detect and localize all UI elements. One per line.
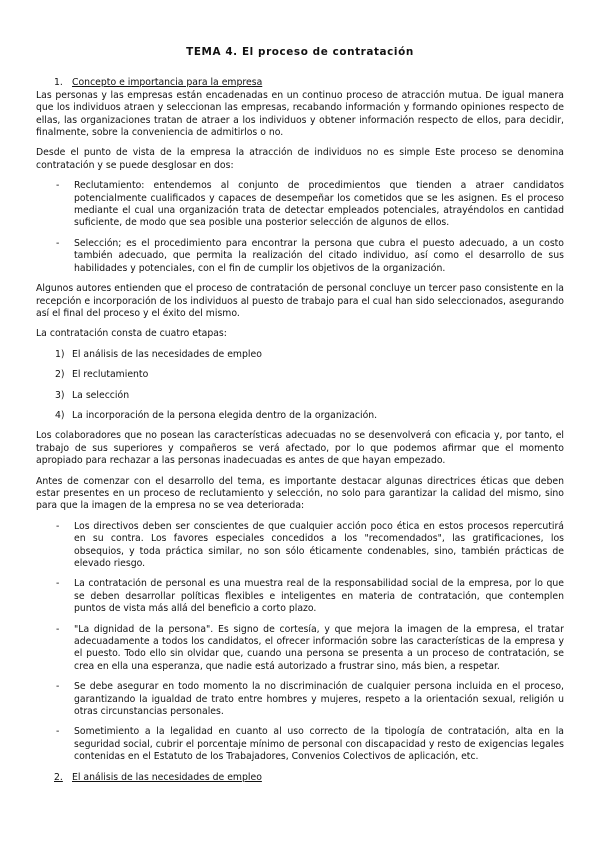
item-number: 3) (55, 389, 65, 401)
item-number: 4) (55, 409, 65, 421)
list-item: - Sometimiento a la legalidad en cuanto al uso correcto de la tipología de contratación, alta en la seguridad social, cubrir el porcentaje mínimo de personal con discapacidad y resto de exigencias legales contenidas en el Estatuto de los Trabajadores, Convenios Colectivos de aplicación, etc. (36, 726, 564, 763)
paragraph-directrices: Antes de comenzar con el desarrollo del tema, es importante destacar algunas directrices éticas que deben estar presentes en un proceso de reclutamiento y selección, no solo para garantizar la calidad del mismo, sino para que la imagen de la empresa no se vea deteriorada: (36, 475, 564, 512)
list-item (36, 410, 564, 422)
section-heading-1 (36, 77, 564, 89)
list-item: - Reclutamiento: entendemos al conjunto de procedimientos que tienden a atraer candidatos potencialmente cualificados y capaces de desempeñar los cometidos que se les asignen. Es el proceso mediante el cual una organización trata de detectar empleados potenciales, atrayéndolos en cantidad suficiente, de modo que sea posible una posterior selección de algunos de ellos. (36, 180, 564, 230)
stages-list (36, 349, 564, 423)
document-title: TEMA 4. El proceso de contratación (186, 46, 414, 58)
section-number: 2. (54, 771, 63, 783)
paragraph-tercer-paso: Algunos autores entienden que el proceso de contratación de personal concluye un tercer paso consistente en la recepción e incorporación de los individuos al puesto de trabajo para el cual han sido seleccionados, asegurando así el final del proceso y el éxito del mismo. (36, 283, 564, 319)
list-item: - Los directivos deben ser conscientes de que cualquier acción poco ética en estos procesos repercutirá en su contra. Los favores especiales concedidos a los "recomendados", las gratificaciones, los obsequios, y toda práctica similar, no son sólo éticamente condenables, sino, también prácticas de elevado riesgo. (36, 521, 564, 571)
section-heading-2 (36, 772, 564, 784)
item-text: El análisis de las necesidades de empleo (72, 348, 262, 360)
document-page (36, 46, 564, 784)
paragraph-colaboradores: Los colaboradores que no posean las características adecuadas no se desenvolverá con eficacia y, por tanto, el trabajo de sus superiores y compañeros se verá afectado, por lo que podemos afirmar que el momento apropiado para rechazar a las personas inadecuadas es antes de que hayan empezado. (36, 430, 564, 467)
ethics-list (36, 521, 564, 764)
list-item (36, 369, 564, 381)
list-item: - La contratación de personal es una muestra real de la responsabilidad social de la empresa, por lo que se deben desarrollar políticas flexibles e inteligentes en materia de contratación, que contemplen puntos de vista más allá del beneficio a corto plazo. (36, 578, 564, 615)
list-item (36, 390, 564, 402)
section-label: Concepto e importancia para la empresa (72, 77, 263, 89)
paragraph-contratacion: Desde el punto de vista de la empresa la atracción de individuos no es simple Este proceso se denomina contratación y se puede desglosar en dos: (36, 147, 564, 171)
item-number: 1) (55, 348, 65, 360)
item-text: El reclutamiento (72, 369, 149, 381)
list-item (36, 349, 564, 361)
section-label: El análisis de las necesidades de empleo (72, 771, 262, 783)
section-number: 1. (54, 77, 63, 89)
item-text: La selección (72, 389, 130, 401)
paragraph-intro: Las personas y las empresas están encadenadas en un continuo proceso de atracción mutua. De igual manera que los individuos atraen y seleccionan las empresas, recabando información y formando opiniones respecto de ellas, las organizaciones tratan de atraer a los individuos y obtener información respecto de ellos, para decidir, finalmente, sobre la conveniencia de admitirlos o no. (36, 89, 564, 139)
paragraph-etapas-intro: La contratación consta de cuatro etapas: (36, 328, 227, 340)
list-item: - Se debe asegurar en todo momento la no discriminación de cualquier persona incluida en el proceso, garantizando la igualdad de trato entre hombres y mujeres, respeto a la orientación sexual, religión u otras circunstancias personales. (36, 681, 564, 718)
list-item: - "La dignidad de la persona". Es signo de cortesía, y que mejora la imagen de la empresa, el tratar adecuadamente a todos los candidatos, el ofrecer información sobre las características de la empresa y el puesto. Todo ello sin olvidar que, cuando una persona se presenta a un proceso de contratación, se crea en ella una esperanza, que nadie está autorizado a frustrar sino, más bien, a respetar. (36, 624, 564, 674)
item-text: La incorporación de la persona elegida dentro de la organización. (72, 409, 378, 421)
phases-list (36, 180, 564, 275)
list-item: - Selección; es el procedimiento para encontrar la persona que cubra el puesto adecuado, a un costo también adecuado, que permita la realización del citado individuo, así como el desarrollo de sus habilidades y potenciales, con el fin de cumplir los objetivos de la organización. (36, 238, 564, 275)
item-number: 2) (55, 369, 65, 381)
